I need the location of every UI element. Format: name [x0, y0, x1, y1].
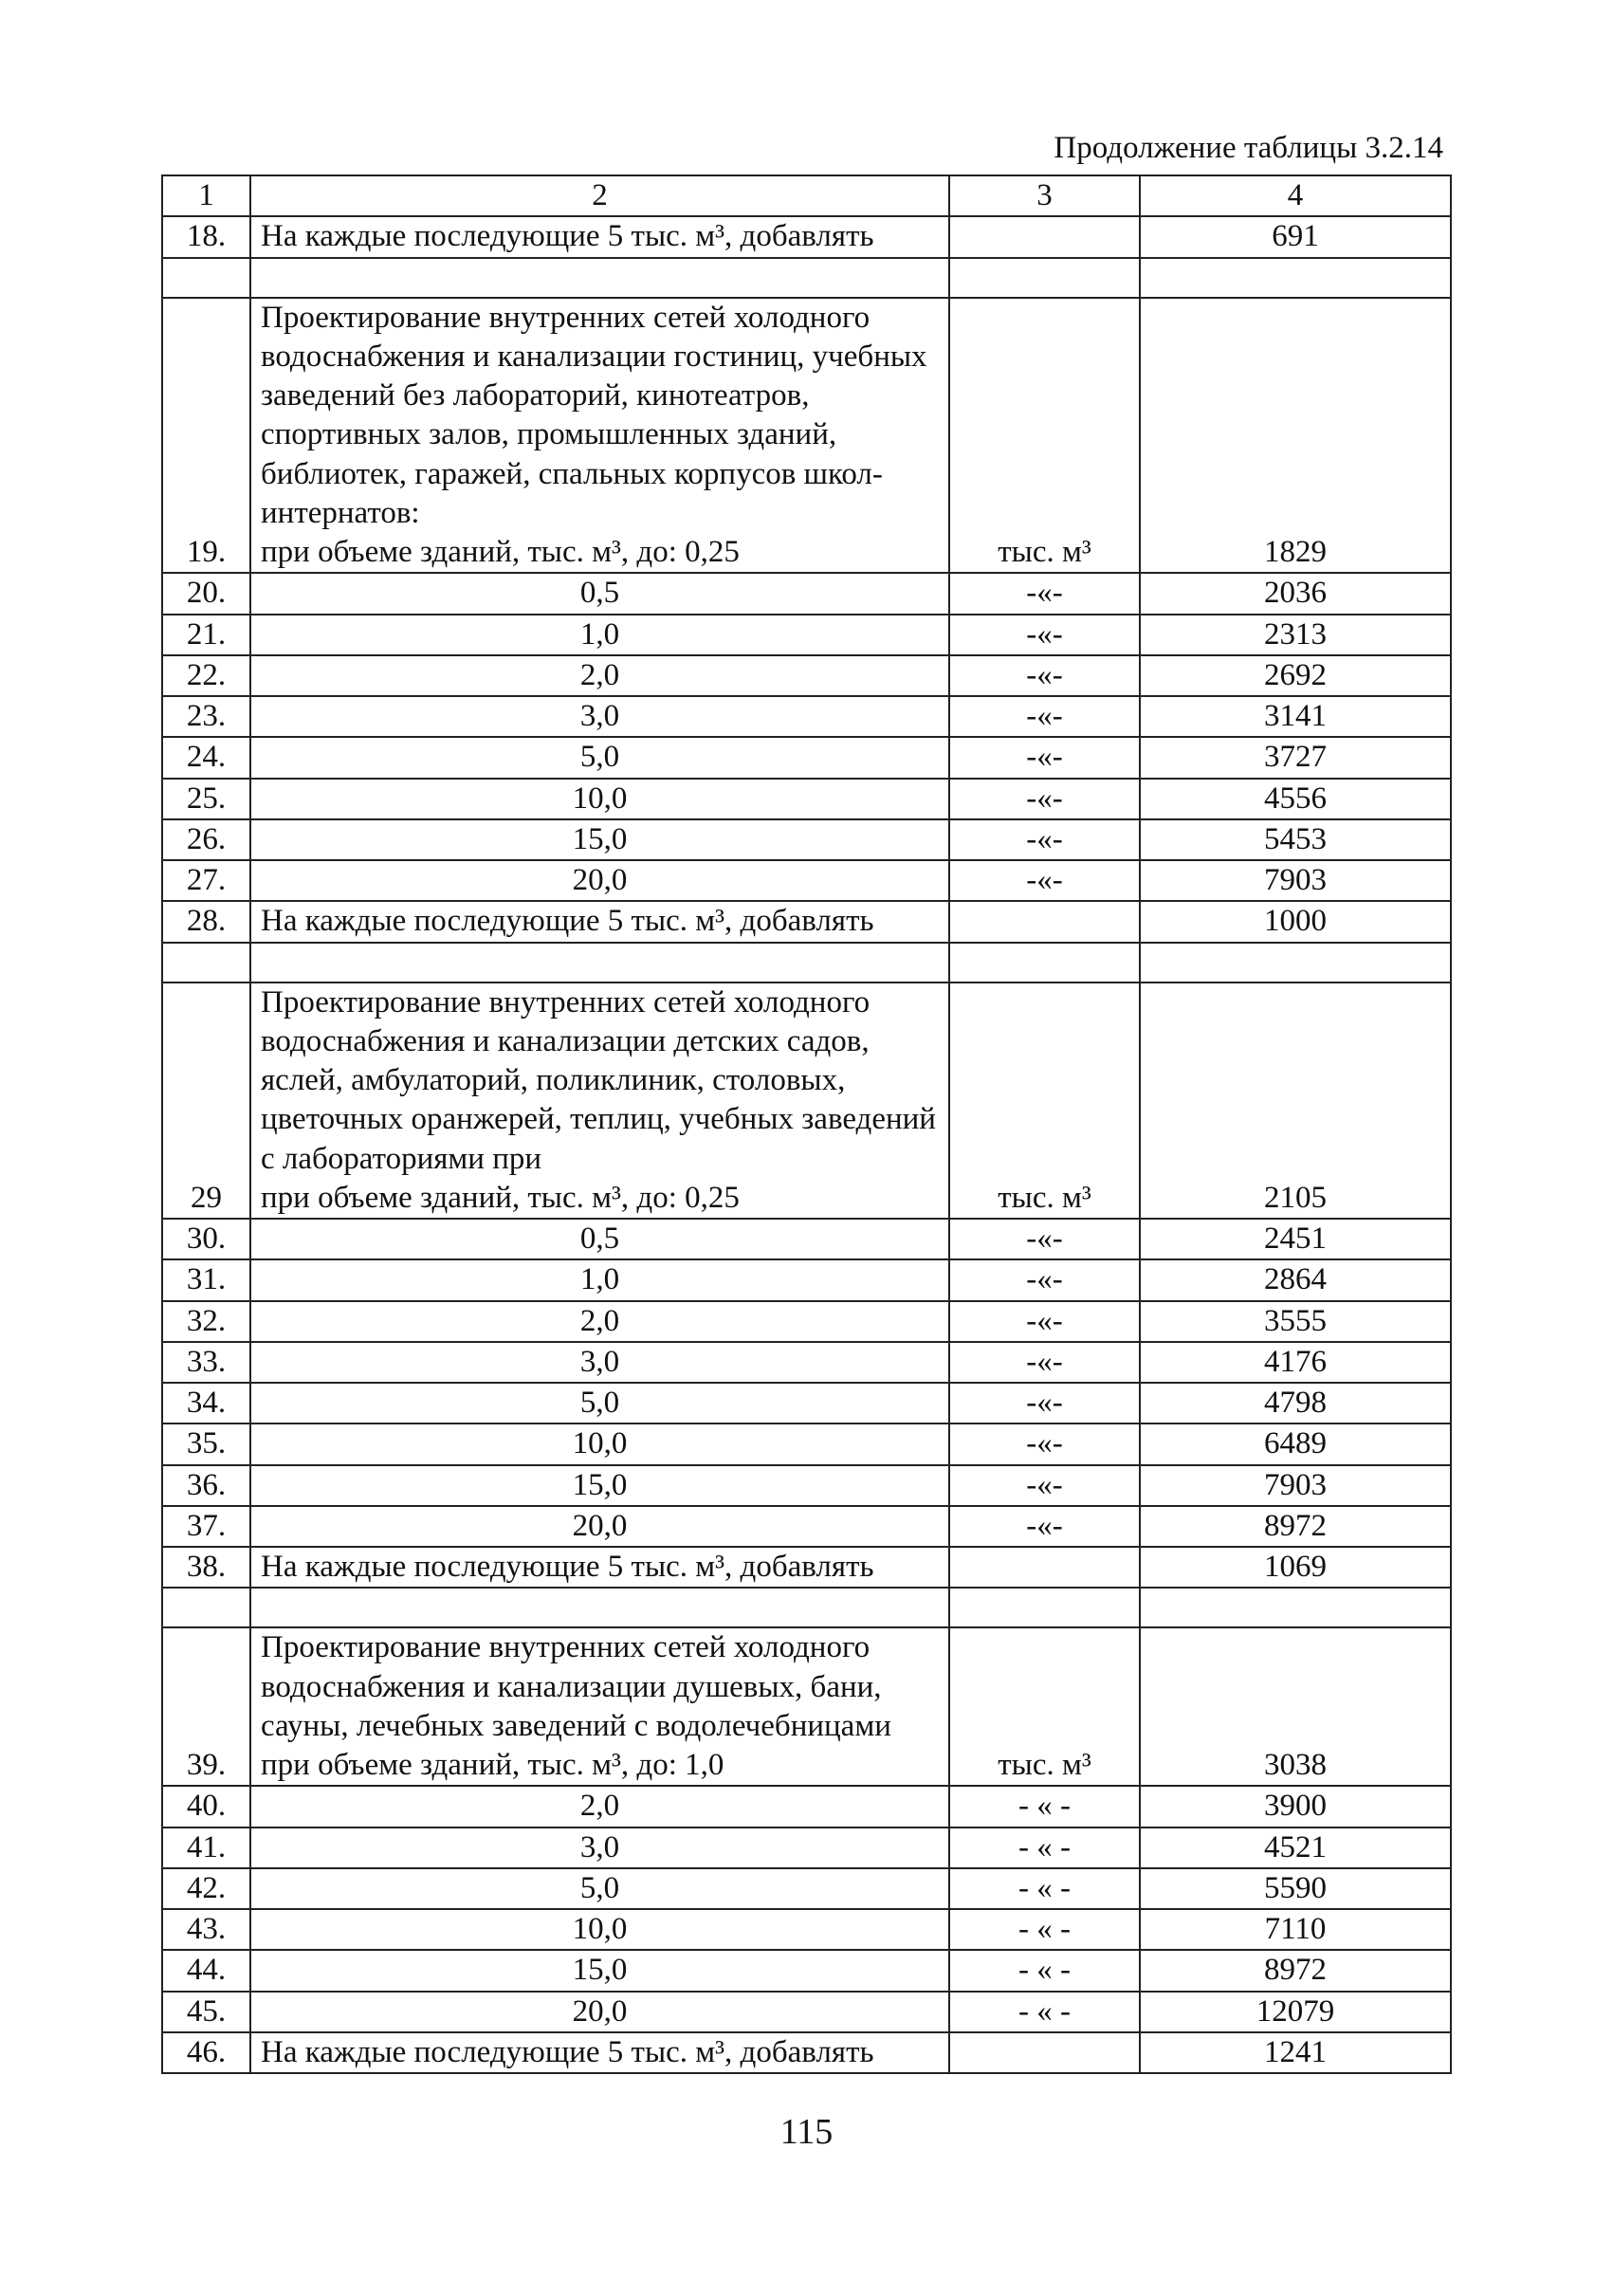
- row-value: [1140, 901, 1451, 942]
- table-row: [162, 2032, 1451, 2073]
- row-description-text: 2,0: [579, 657, 620, 692]
- row-value: [1140, 1259, 1451, 1300]
- row-value-text: 12079: [1256, 1993, 1335, 2029]
- row-number: [162, 1259, 250, 1300]
- row-unit: [949, 737, 1140, 778]
- row-number: [162, 1219, 250, 1259]
- table-row: [162, 1627, 1451, 1786]
- row-unit-text: -«-: [1026, 576, 1063, 611]
- row-unit-text: - « -: [1018, 1912, 1071, 1946]
- table-row: [162, 901, 1451, 942]
- row-value: [1140, 1301, 1451, 1342]
- row-value: [1140, 1828, 1451, 1868]
- row-value: [1140, 819, 1451, 860]
- row-description-text: 1,0: [579, 1262, 620, 1297]
- row-unit: [949, 1465, 1140, 1506]
- row-description-text: 0,5: [579, 1221, 620, 1256]
- row-value: [1140, 573, 1451, 614]
- row-value: [1140, 1424, 1451, 1464]
- row-unit: [949, 1383, 1140, 1424]
- row-number-text: 40.: [186, 1789, 227, 1824]
- empty-cell: [162, 258, 250, 298]
- row-number: [162, 1383, 250, 1424]
- row-description-text: Проектирование внутренних сетей холодного водоснабжения и канализации гостиниц, учебных заведений без лабораторий, кинотеатров, спортивных залов, промышленных зданий, библиотек, гаражей, спальных корпусов школ-интернатов: при объеме зданий, тыс. м³, до: 0,25: [261, 300, 927, 569]
- row-value-text: 8972: [1264, 1508, 1327, 1543]
- row-number-text: 19.: [186, 535, 227, 569]
- row-number: [162, 1465, 250, 1506]
- row-number-text: 36.: [186, 1467, 227, 1502]
- row-value: [1140, 860, 1451, 901]
- row-value-text: 3727: [1264, 740, 1327, 775]
- row-value: [1140, 1342, 1451, 1383]
- table-caption: Продолжение таблицы 3.2.14: [1054, 131, 1443, 165]
- column-header: 1: [162, 175, 250, 216]
- table-row: [162, 779, 1451, 819]
- table-row: [162, 216, 1451, 257]
- empty-cell: [1140, 943, 1451, 983]
- row-description: [250, 1301, 949, 1342]
- empty-cell: [250, 258, 949, 298]
- row-unit-text: -«-: [1026, 1221, 1063, 1256]
- row-description-text: 3,0: [579, 699, 620, 733]
- row-description: [250, 819, 949, 860]
- row-unit-text: - « -: [1018, 1829, 1071, 1864]
- row-unit-text: тыс. м³: [998, 535, 1091, 569]
- row-description: [250, 1219, 949, 1259]
- table-row: [162, 737, 1451, 778]
- row-number-text: 23.: [186, 699, 227, 733]
- row-value-text: 7903: [1264, 1467, 1327, 1502]
- row-unit: [949, 1828, 1140, 1868]
- table-spacer-row: [162, 1588, 1451, 1627]
- row-value: [1140, 1950, 1451, 1991]
- table-row: [162, 1219, 1451, 1259]
- row-value: [1140, 298, 1451, 574]
- row-value-text: 2864: [1264, 1262, 1327, 1297]
- row-unit: [949, 1342, 1140, 1383]
- row-value-text: 3900: [1264, 1789, 1327, 1824]
- row-number-text: 22.: [186, 657, 227, 692]
- row-number-text: 25.: [186, 781, 227, 816]
- row-value-text: 3038: [1264, 1748, 1327, 1782]
- row-value: [1140, 1868, 1451, 1909]
- row-unit: [949, 1868, 1140, 1909]
- row-value-text: 1241: [1264, 2034, 1327, 2069]
- row-unit-text: -«-: [1026, 616, 1063, 652]
- empty-cell: [162, 943, 250, 983]
- row-number-text: 31.: [186, 1262, 227, 1297]
- row-number: [162, 216, 250, 257]
- row-number-text: 41.: [186, 1829, 227, 1864]
- row-description-text: На каждые последующие 5 тыс. м³, добавлять: [261, 219, 874, 254]
- row-description: [250, 1992, 949, 2032]
- row-value: [1140, 1219, 1451, 1259]
- row-unit: [949, 860, 1140, 901]
- price-table: [161, 174, 1452, 2074]
- row-description-text: 2,0: [579, 1789, 620, 1824]
- table-row: [162, 1992, 1451, 2032]
- table-row: [162, 298, 1451, 574]
- row-unit-text: -«-: [1026, 1386, 1063, 1420]
- row-description: [250, 1627, 949, 1786]
- row-value-text: 3141: [1264, 699, 1327, 733]
- row-description: [250, 1547, 949, 1588]
- row-unit-text: -«-: [1026, 863, 1063, 897]
- row-unit-text: - « -: [1018, 1993, 1071, 2029]
- row-value: [1140, 779, 1451, 819]
- row-value: [1140, 1465, 1451, 1506]
- row-unit-text: -«-: [1026, 1303, 1063, 1338]
- row-description-text: На каждые последующие 5 тыс. м³, добавлять: [261, 904, 874, 939]
- row-number: [162, 2032, 250, 2073]
- row-value-text: 4798: [1264, 1386, 1327, 1420]
- row-unit-text: -«-: [1026, 1344, 1063, 1379]
- row-number-text: 24.: [186, 740, 227, 775]
- row-unit: [949, 901, 1140, 942]
- table-row: [162, 1868, 1451, 1909]
- table-row: [162, 1909, 1451, 1950]
- row-value: [1140, 216, 1451, 257]
- empty-cell: [949, 258, 1140, 298]
- row-description-text: 20,0: [572, 1508, 628, 1543]
- table-row: [162, 615, 1451, 655]
- row-value-text: 5590: [1264, 1870, 1327, 1905]
- row-number: [162, 1424, 250, 1464]
- row-description: [250, 1828, 949, 1868]
- table-row: [162, 1950, 1451, 1991]
- row-description-text: 5,0: [579, 1386, 620, 1420]
- row-number-text: 42.: [186, 1870, 227, 1905]
- row-description: [250, 860, 949, 901]
- row-value: [1140, 696, 1451, 737]
- row-description: [250, 1259, 949, 1300]
- row-number-text: 26.: [186, 821, 227, 856]
- row-unit-text: -«-: [1026, 657, 1063, 692]
- table-spacer-row: [162, 943, 1451, 983]
- row-value: [1140, 615, 1451, 655]
- row-value-text: 2313: [1264, 616, 1327, 652]
- row-unit: [949, 298, 1140, 574]
- row-number: [162, 1786, 250, 1827]
- row-description-text: 20,0: [572, 863, 628, 897]
- table-header-row: [162, 175, 1451, 216]
- row-description: [250, 1383, 949, 1424]
- row-number-text: 44.: [186, 1953, 227, 1988]
- row-number: [162, 819, 250, 860]
- row-description: [250, 2032, 949, 2073]
- row-value-text: 7903: [1264, 863, 1327, 897]
- row-unit-text: -«-: [1026, 699, 1063, 733]
- row-value: [1140, 1506, 1451, 1547]
- empty-cell: [1140, 1588, 1451, 1627]
- row-number-text: 29: [191, 1180, 222, 1215]
- row-value-text: 1069: [1264, 1550, 1327, 1584]
- row-unit: [949, 1506, 1140, 1547]
- row-description-text: Проектирование внутренних сетей холодного водоснабжения и канализации душевых, бани, сауны, лечебных заведений с водолечебницами при объеме зданий, тыс. м³, до: 1,0: [261, 1630, 891, 1782]
- row-value-text: 5453: [1264, 821, 1327, 856]
- row-description: [250, 779, 949, 819]
- row-value-text: 1000: [1264, 904, 1327, 939]
- row-number-text: 38.: [186, 1550, 227, 1584]
- row-unit: [949, 1259, 1140, 1300]
- row-value: [1140, 737, 1451, 778]
- row-unit: [949, 1424, 1140, 1464]
- row-value: [1140, 1992, 1451, 2032]
- row-value: [1140, 1786, 1451, 1827]
- row-number: [162, 1547, 250, 1588]
- row-description-text: Проектирование внутренних сетей холодного водоснабжения и канализации детских садов, яслей, амбулаторий, поликлиник, столовых, цветочных оранжерей, теплиц, учебных заведений с лабораториями при при объеме зданий, тыс. м³, до: 0,25: [261, 984, 936, 1215]
- row-value-text: 6489: [1264, 1426, 1327, 1461]
- table-row: [162, 1786, 1451, 1827]
- row-description: [250, 1909, 949, 1950]
- row-description-text: 20,0: [572, 1993, 628, 2029]
- row-unit-text: - « -: [1018, 1953, 1071, 1988]
- row-description: [250, 216, 949, 257]
- row-description: [250, 983, 949, 1220]
- column-header: 3: [949, 175, 1140, 216]
- row-unit: [949, 1992, 1140, 2032]
- row-description: [250, 1868, 949, 1909]
- row-description: [250, 1786, 949, 1827]
- row-unit: [949, 1301, 1140, 1342]
- row-number-text: 28.: [186, 904, 227, 939]
- row-description: [250, 1342, 949, 1383]
- row-description: [250, 1950, 949, 1991]
- row-description-text: 15,0: [572, 821, 628, 856]
- row-description: [250, 655, 949, 696]
- table-row: [162, 1259, 1451, 1300]
- page-number: 115: [779, 2112, 834, 2152]
- row-unit-text: - « -: [1018, 1789, 1071, 1824]
- row-unit: [949, 1547, 1140, 1588]
- table-spacer-row: [162, 258, 1451, 298]
- row-value-text: 2451: [1264, 1221, 1327, 1256]
- row-description: [250, 615, 949, 655]
- row-value-text: 7110: [1264, 1912, 1327, 1946]
- row-number: [162, 1992, 250, 2032]
- row-value-text: 2105: [1264, 1180, 1327, 1215]
- row-value-text: 1829: [1264, 535, 1327, 569]
- row-unit: [949, 1627, 1140, 1786]
- empty-cell: [250, 943, 949, 983]
- row-unit-text: -«-: [1026, 1467, 1063, 1502]
- empty-cell: [949, 943, 1140, 983]
- row-description: [250, 901, 949, 942]
- row-number: [162, 655, 250, 696]
- row-value-text: 2692: [1264, 657, 1327, 692]
- row-description-text: 0,5: [579, 576, 620, 611]
- row-number: [162, 298, 250, 574]
- row-number: [162, 615, 250, 655]
- row-number: [162, 573, 250, 614]
- row-number-text: 34.: [186, 1386, 227, 1420]
- empty-cell: [1140, 258, 1451, 298]
- row-unit: [949, 655, 1140, 696]
- row-unit: [949, 216, 1140, 257]
- row-value: [1140, 1383, 1451, 1424]
- row-unit: [949, 1909, 1140, 1950]
- empty-cell: [949, 1588, 1140, 1627]
- row-value-text: 8972: [1264, 1953, 1327, 1988]
- row-value: [1140, 1627, 1451, 1786]
- row-number-text: 45.: [186, 1993, 227, 2029]
- row-value-text: 4556: [1264, 781, 1327, 816]
- row-description: [250, 696, 949, 737]
- row-unit: [949, 573, 1140, 614]
- row-value-text: 4521: [1264, 1829, 1327, 1864]
- table-row: [162, 983, 1451, 1220]
- row-number-text: 30.: [186, 1221, 227, 1256]
- row-number: [162, 1627, 250, 1786]
- row-value: [1140, 655, 1451, 696]
- row-number: [162, 696, 250, 737]
- row-unit: [949, 1950, 1140, 1991]
- table-body: [162, 175, 1451, 2073]
- row-unit-text: - « -: [1018, 1870, 1071, 1905]
- row-description-text: 2,0: [579, 1303, 620, 1338]
- column-header: 2: [250, 175, 949, 216]
- row-number: [162, 1909, 250, 1950]
- row-unit-text: -«-: [1026, 1426, 1063, 1461]
- table-row: [162, 696, 1451, 737]
- row-value-text: 691: [1272, 219, 1319, 254]
- table-row: [162, 1383, 1451, 1424]
- row-description-text: 1,0: [579, 616, 620, 652]
- row-unit-text: тыс. м³: [998, 1180, 1091, 1215]
- row-number-text: 33.: [186, 1344, 227, 1379]
- table-row: [162, 1424, 1451, 1464]
- row-unit-text: тыс. м³: [998, 1748, 1091, 1782]
- row-description-text: 3,0: [579, 1829, 620, 1864]
- row-value: [1140, 2032, 1451, 2073]
- row-unit-text: -«-: [1026, 740, 1063, 775]
- row-value-text: 4176: [1264, 1344, 1327, 1379]
- row-unit: [949, 696, 1140, 737]
- row-description-text: На каждые последующие 5 тыс. м³, добавлять: [261, 1550, 874, 1584]
- table-row: [162, 1342, 1451, 1383]
- row-unit-text: -«-: [1026, 1262, 1063, 1297]
- table-row: [162, 1465, 1451, 1506]
- row-description-text: 10,0: [572, 1912, 628, 1946]
- column-header: 4: [1140, 175, 1451, 216]
- row-unit: [949, 819, 1140, 860]
- table-row: [162, 1547, 1451, 1588]
- row-number-text: 43.: [186, 1912, 227, 1946]
- row-number: [162, 1828, 250, 1868]
- empty-cell: [162, 1588, 250, 1627]
- row-unit: [949, 2032, 1140, 2073]
- table-row: [162, 655, 1451, 696]
- row-number: [162, 901, 250, 942]
- row-description-text: 10,0: [572, 781, 628, 816]
- row-description-text: 5,0: [579, 1870, 620, 1905]
- row-description-text: На каждые последующие 5 тыс. м³, добавлять: [261, 2034, 874, 2069]
- table-row: [162, 819, 1451, 860]
- table-row: [162, 1506, 1451, 1547]
- row-unit-text: -«-: [1026, 821, 1063, 856]
- row-description-text: 15,0: [572, 1953, 628, 1988]
- table-row: [162, 1828, 1451, 1868]
- row-description-text: 15,0: [572, 1467, 628, 1502]
- row-number-text: 32.: [186, 1303, 227, 1338]
- row-number: [162, 1950, 250, 1991]
- row-unit: [949, 1219, 1140, 1259]
- row-unit: [949, 779, 1140, 819]
- row-value-text: 3555: [1264, 1303, 1327, 1338]
- row-number-text: 20.: [186, 576, 227, 611]
- row-unit: [949, 615, 1140, 655]
- row-description: [250, 1424, 949, 1464]
- row-number: [162, 1342, 250, 1383]
- table-row: [162, 573, 1451, 614]
- row-description-text: 3,0: [579, 1344, 620, 1379]
- row-number-text: 21.: [186, 616, 227, 652]
- row-number: [162, 860, 250, 901]
- row-number-text: 39.: [186, 1748, 227, 1782]
- row-number: [162, 983, 250, 1220]
- row-number-text: 18.: [186, 219, 227, 254]
- table-row: [162, 860, 1451, 901]
- row-number: [162, 779, 250, 819]
- row-unit-text: -«-: [1026, 1508, 1063, 1543]
- row-number: [162, 1868, 250, 1909]
- row-description: [250, 298, 949, 574]
- row-description: [250, 737, 949, 778]
- row-value: [1140, 1547, 1451, 1588]
- row-number-text: 27.: [186, 863, 227, 897]
- row-number-text: 46.: [186, 2034, 227, 2069]
- row-description-text: 5,0: [579, 740, 620, 775]
- row-number-text: 35.: [186, 1426, 227, 1461]
- table-row: [162, 1301, 1451, 1342]
- row-number: [162, 1506, 250, 1547]
- row-number: [162, 1301, 250, 1342]
- row-unit-text: -«-: [1026, 781, 1063, 816]
- row-value-text: 2036: [1264, 576, 1327, 611]
- empty-cell: [250, 1588, 949, 1627]
- row-description-text: 10,0: [572, 1426, 628, 1461]
- row-unit: [949, 1786, 1140, 1827]
- row-description: [250, 1465, 949, 1506]
- row-number-text: 37.: [186, 1508, 227, 1543]
- row-description: [250, 573, 949, 614]
- row-unit: [949, 983, 1140, 1220]
- row-value: [1140, 1909, 1451, 1950]
- row-description: [250, 1506, 949, 1547]
- row-number: [162, 737, 250, 778]
- row-value: [1140, 983, 1451, 1220]
